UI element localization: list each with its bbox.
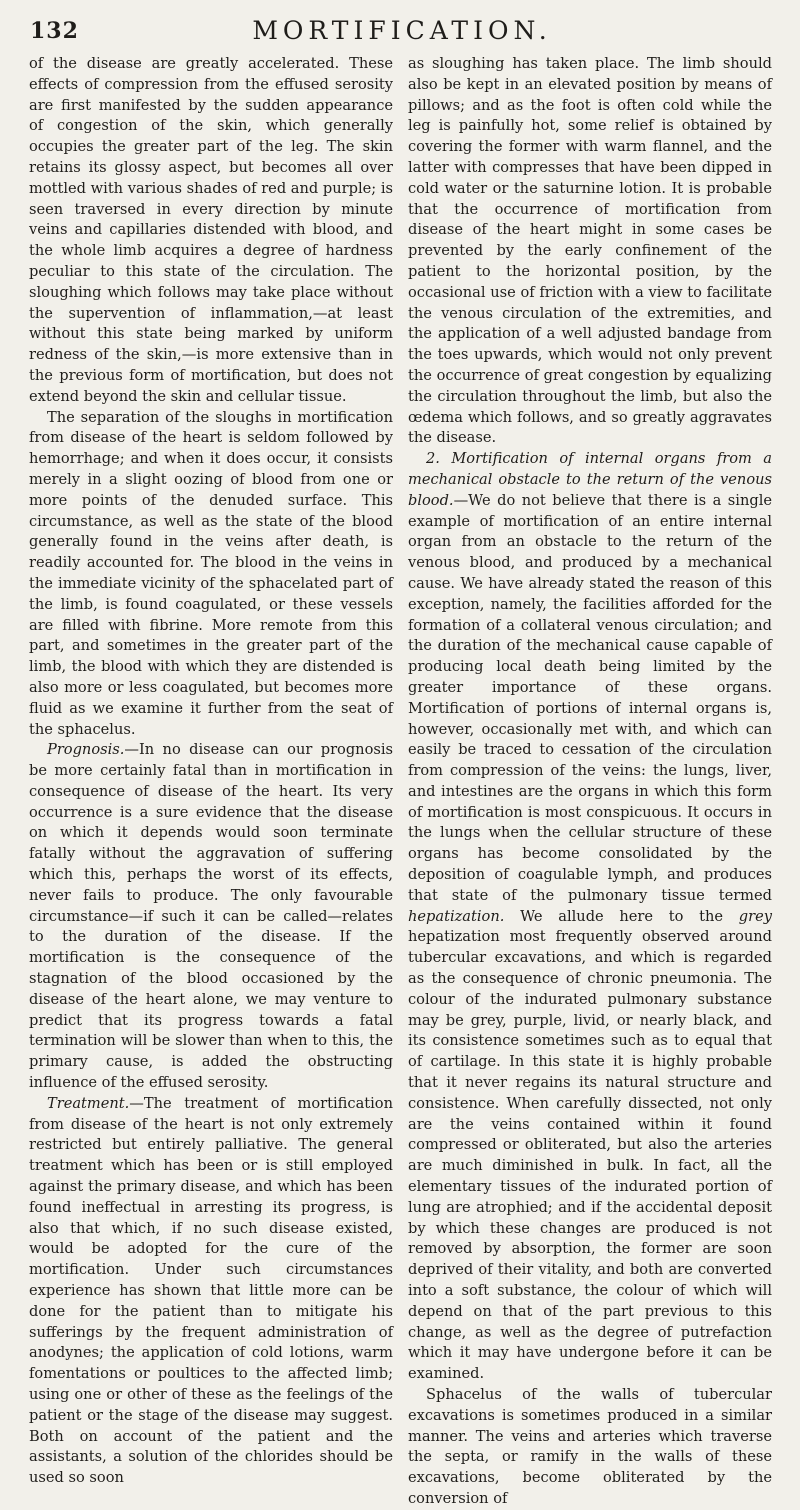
paragraph: of the disease are greatly accelerated. These effects of compression from the effused serosity are first manifested by the sudden appearance of congestion of the skin, which generally occupies the greater part of the leg. The skin retains its glossy aspect, but becomes all over mottled with various shades of red and purple; is seen traversed in every direction by minute veins and capillaries distended with blood, and the whole limb acquires a degree of hardness peculiar to this state of the circulation. The sloughing which follows may take place without the supervention of inflammation,—at least without this state being marked by uniform redness of the skin,—is more extensive than in the previous form of mortification, but does not extend beyond the skin and cellular tissue. <box>29 55 393 405</box>
section-heading-prognosis: Prognosis. <box>47 741 125 759</box>
section-heading-internal-organs: 2. Mortification of internal organs from a mechanical obstacle to the return of the venous blood. <box>408 450 772 509</box>
section-heading-treatment: Treatment. <box>47 1094 130 1112</box>
term-grey: grey <box>738 907 772 925</box>
paragraph-text: hepatization most frequently observed around tubercular excavations, and which is regarded as the consequence of chronic pneumonia. The colour of the indurated pulmonary substance may be grey, purple, livid, or nearly black, and its consistence sometimes such as to equal that of cartilage. In this state it is highly probable that it never regains its natural structure and consistence. When carefully dissected, not only are the veins contained within it found compressed or obliterated, but also the arteries are much diminished in bulk. In fact, all the elementary tissues of the indurated portion of lung are atrophied; and if the accidental deposit by which these changes are produced is not removed by absorption, the former are soon deprived of their vitality, and both are converted into a soft substance, the colour of which will depend on that of the part previous to this change, as well as the degree of putrefaction which it may have undergone before it can be examined. <box>408 928 772 1383</box>
paragraph <box>29 1094 393 1489</box>
paragraph: Sphacelus of the walls of tubercular excavations is sometimes produced in a similar manner. The veins and arteries which traverse the septa, or ramify in the walls of these excavations, become obliterated by the conversion of <box>408 1386 772 1507</box>
paragraph-text: —The treatment of mortification from disease of the heart is not only extremely restricted but entirely palliative. The general treatment which has been or is still employed against the primary disease, and which has been found ineffectual in arresting its progress, is also that which, if no such disease existed, would be adopted for the cure of the mortification. Under such circumstances experience has shown that little more can be done for the patient than to mitigate his sufferings by the frequent administration of anodynes; the application of cold lotions, warm fomentations or poultices to the affected limb; using one or other of these as the feelings of the patient or the stage of the disease may suggest. Both on account of the patient and the assistants, a solution of the chlorides should be used so soon <box>29 1094 393 1487</box>
paragraph <box>408 449 772 1385</box>
paragraph-text: —We do not believe that there is a single example of mortification of an entire internal organ from an obstacle to the return of the venous blood, and produced by a mechanical cause. We have already stated the reason of this exception, namely, the facilities afforded for the formation of a collateral venous circulation; and the duration of the mechanical cause capable of producing local death being limited by the greater importance of these organs. Mortification of portions of internal organs is, however, occasionally met with, and which can easily be traced to cessation of the circulation from compression of the veins: the lungs, liver, and intestines are the organs in which this form of mortification is most conspicuous. It occurs in the lungs when the cellular structure of these organs has become consolidated by the deposition of coagulable lymph, and produces that state of the pulmonary tissue termed <box>408 491 772 904</box>
page-number: 132 <box>30 18 79 44</box>
paragraph: The separation of the sloughs in mortification from disease of the heart is seldom followed by hemorrhage; and when it does occur, it consists merely in a slight oozing of blood from one or more points of the denuded surface. This circumstance, as well as the state of the blood generally found in the veins after death, is readily accounted for. The blood in the veins in the immediate vicinity of the sphacelated part of the limb, is found coagulated, or these vessels are filled with fibrine. More remote from this part, and sometimes in the greater part of the limb, the blood with which they are distended is also more or less coagulated, but becomes more fluid as we examine it further from the seat of the sphacelus. <box>29 408 393 738</box>
running-title: MORTIFICATION. <box>252 16 552 45</box>
right-column <box>408 54 772 1510</box>
paragraph <box>29 740 393 1094</box>
left-column <box>29 54 393 1489</box>
paragraph-text: We allude here to the <box>504 907 739 925</box>
paragraph-text: —In no disease can our prognosis be more certainly fatal than in mortification in consequence of disease of the heart. Its very occurrence is a sure evidence that the disease on which it depends would soon terminate fatally without the aggravation of suffering which this, perhaps the worst of its effects, never fails to produce. The only favourable circumstance—if such it can be called—relates to the duration of the disease. If the mortification is the consequence of the stagnation of the blood occasioned by the disease of the heart alone, we may venture to predict that its progress towards a fatal termination will be slower than when to this, the primary cause, is added the obstructing influence of the effused serosity. <box>29 741 393 1092</box>
paragraph: as sloughing has taken place. The limb should also be kept in an elevated position by means of pillows; and as the foot is often cold while the leg is painfully hot, some relief is obtained by covering the former with warm flannel, and the latter with compresses that have been dipped in cold water or the saturnine lotion. It is probable that the occurrence of mortification from disease of the heart might in some cases be prevented by the early confinement of the patient to the horizontal position, by the occasional use of friction with a view to facilitate the venous circulation of the extremities, and the application of a well adjusted bandage from the toes upwards, which would not only prevent the occurrence of great congestion by equalizing the circulation throughout the limb, but also the œdema which follows, and so greatly aggravates the disease. <box>408 55 772 447</box>
term-hepatization: hepatization. <box>408 907 505 925</box>
page-header <box>24 14 780 50</box>
